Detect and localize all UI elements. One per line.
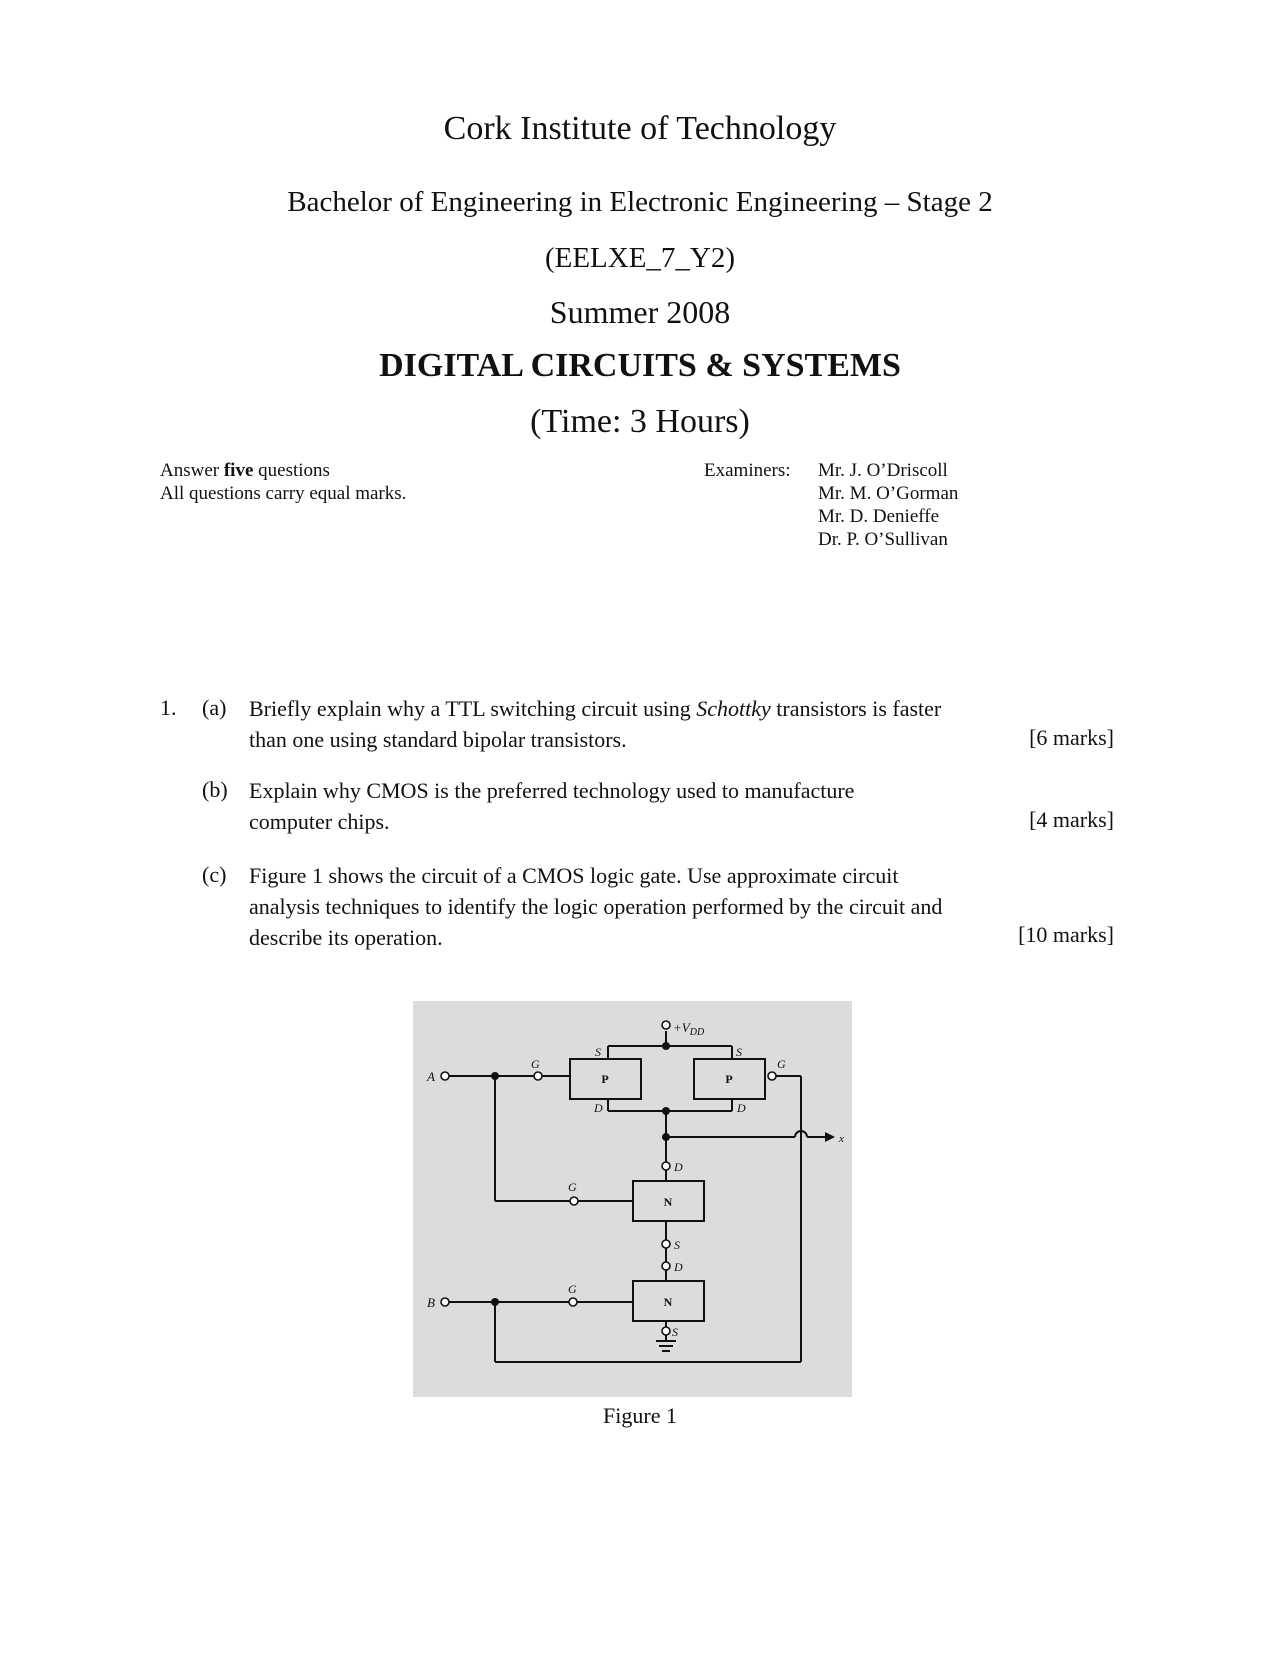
pmos-source-label: S xyxy=(736,1045,742,1059)
part-a-label: (a) xyxy=(202,695,227,720)
part-c-text: Figure 1 shows the circuit of a CMOS logic gate. Use approximate circuit analysis techniques to identify the logic operation performed by the circuit and describe its operation. xyxy=(249,863,943,950)
circuit-wires xyxy=(449,1031,825,1362)
nmos-source-label: S xyxy=(672,1325,678,1339)
part-c-label: (c) xyxy=(202,862,227,887)
input-a-label: A xyxy=(427,1069,435,1084)
examiner-name: Mr. J. O’Driscoll xyxy=(818,460,948,481)
part-a-text: Briefly explain why a TTL switching circuit using Schottky transistors is faster than one using standard bipolar transistors. xyxy=(249,696,942,752)
part-a-marks: [6 marks] xyxy=(1029,725,1114,750)
circuit-diagram xyxy=(413,1001,852,1397)
marks-note: All questions carry equal marks. xyxy=(160,483,407,504)
figure-1-cmos-circuit xyxy=(413,1001,852,1397)
nmos-source-label: S xyxy=(674,1238,680,1252)
circuit-labels xyxy=(426,1020,844,1339)
exam-term: Summer 2008 xyxy=(549,294,731,330)
gate-label: G xyxy=(568,1180,577,1194)
gate-bubble-icon xyxy=(534,1072,542,1080)
terminal-circles xyxy=(441,1021,776,1335)
question-number: 1. xyxy=(160,695,177,720)
part-b-marks: [4 marks] xyxy=(1029,807,1114,832)
pmos-drain-label: D xyxy=(594,1101,603,1115)
nmos-b-label: N xyxy=(663,1295,673,1309)
subject-title: DIGITAL CIRCUITS & SYSTEMS xyxy=(379,347,901,384)
pmos-a-label: P xyxy=(601,1072,609,1086)
examiners-label: Examiners: xyxy=(704,460,791,481)
exam-instructions xyxy=(160,459,406,505)
institute-name: Cork Institute of Technology xyxy=(443,110,837,147)
answer-instruction: Answer five questions xyxy=(160,460,330,481)
programme-title: Bachelor of Engineering in Electronic Engineering – Stage 2 xyxy=(287,186,993,218)
part-c-marks: [10 marks] xyxy=(1018,922,1114,947)
output-label: x xyxy=(839,1133,844,1145)
nmos-drain-label: D xyxy=(674,1160,683,1174)
input-b-label: B xyxy=(427,1295,435,1310)
part-b-label: (b) xyxy=(202,777,228,802)
gate-label: G xyxy=(568,1282,577,1296)
pmos-source-label: S xyxy=(595,1045,601,1059)
figure-caption: Figure 1 xyxy=(603,1403,677,1428)
part-b-text: Explain why CMOS is the preferred technology used to manufacture computer chips. xyxy=(249,778,855,834)
examiner-name: Mr. M. O’Gorman xyxy=(818,483,959,504)
pmos-b-label: P xyxy=(725,1072,733,1086)
course-code: (EELXE_7_Y2) xyxy=(544,242,736,274)
examiners-list xyxy=(818,459,958,551)
exam-duration: (Time: 3 Hours) xyxy=(530,403,750,440)
examiner-name: Dr. P. O’Sullivan xyxy=(818,529,948,550)
vdd-label: $+V_{DD}$ xyxy=(673,1020,705,1038)
gate-bubble-icon xyxy=(768,1072,776,1080)
nmos-drain-label: D xyxy=(674,1260,683,1274)
pmos-drain-label: D xyxy=(737,1101,746,1115)
nmos-a-label: N xyxy=(663,1195,673,1209)
gate-label: G xyxy=(531,1057,540,1071)
gate-label: G xyxy=(777,1057,786,1071)
examiner-name: Mr. D. Denieffe xyxy=(818,506,940,527)
